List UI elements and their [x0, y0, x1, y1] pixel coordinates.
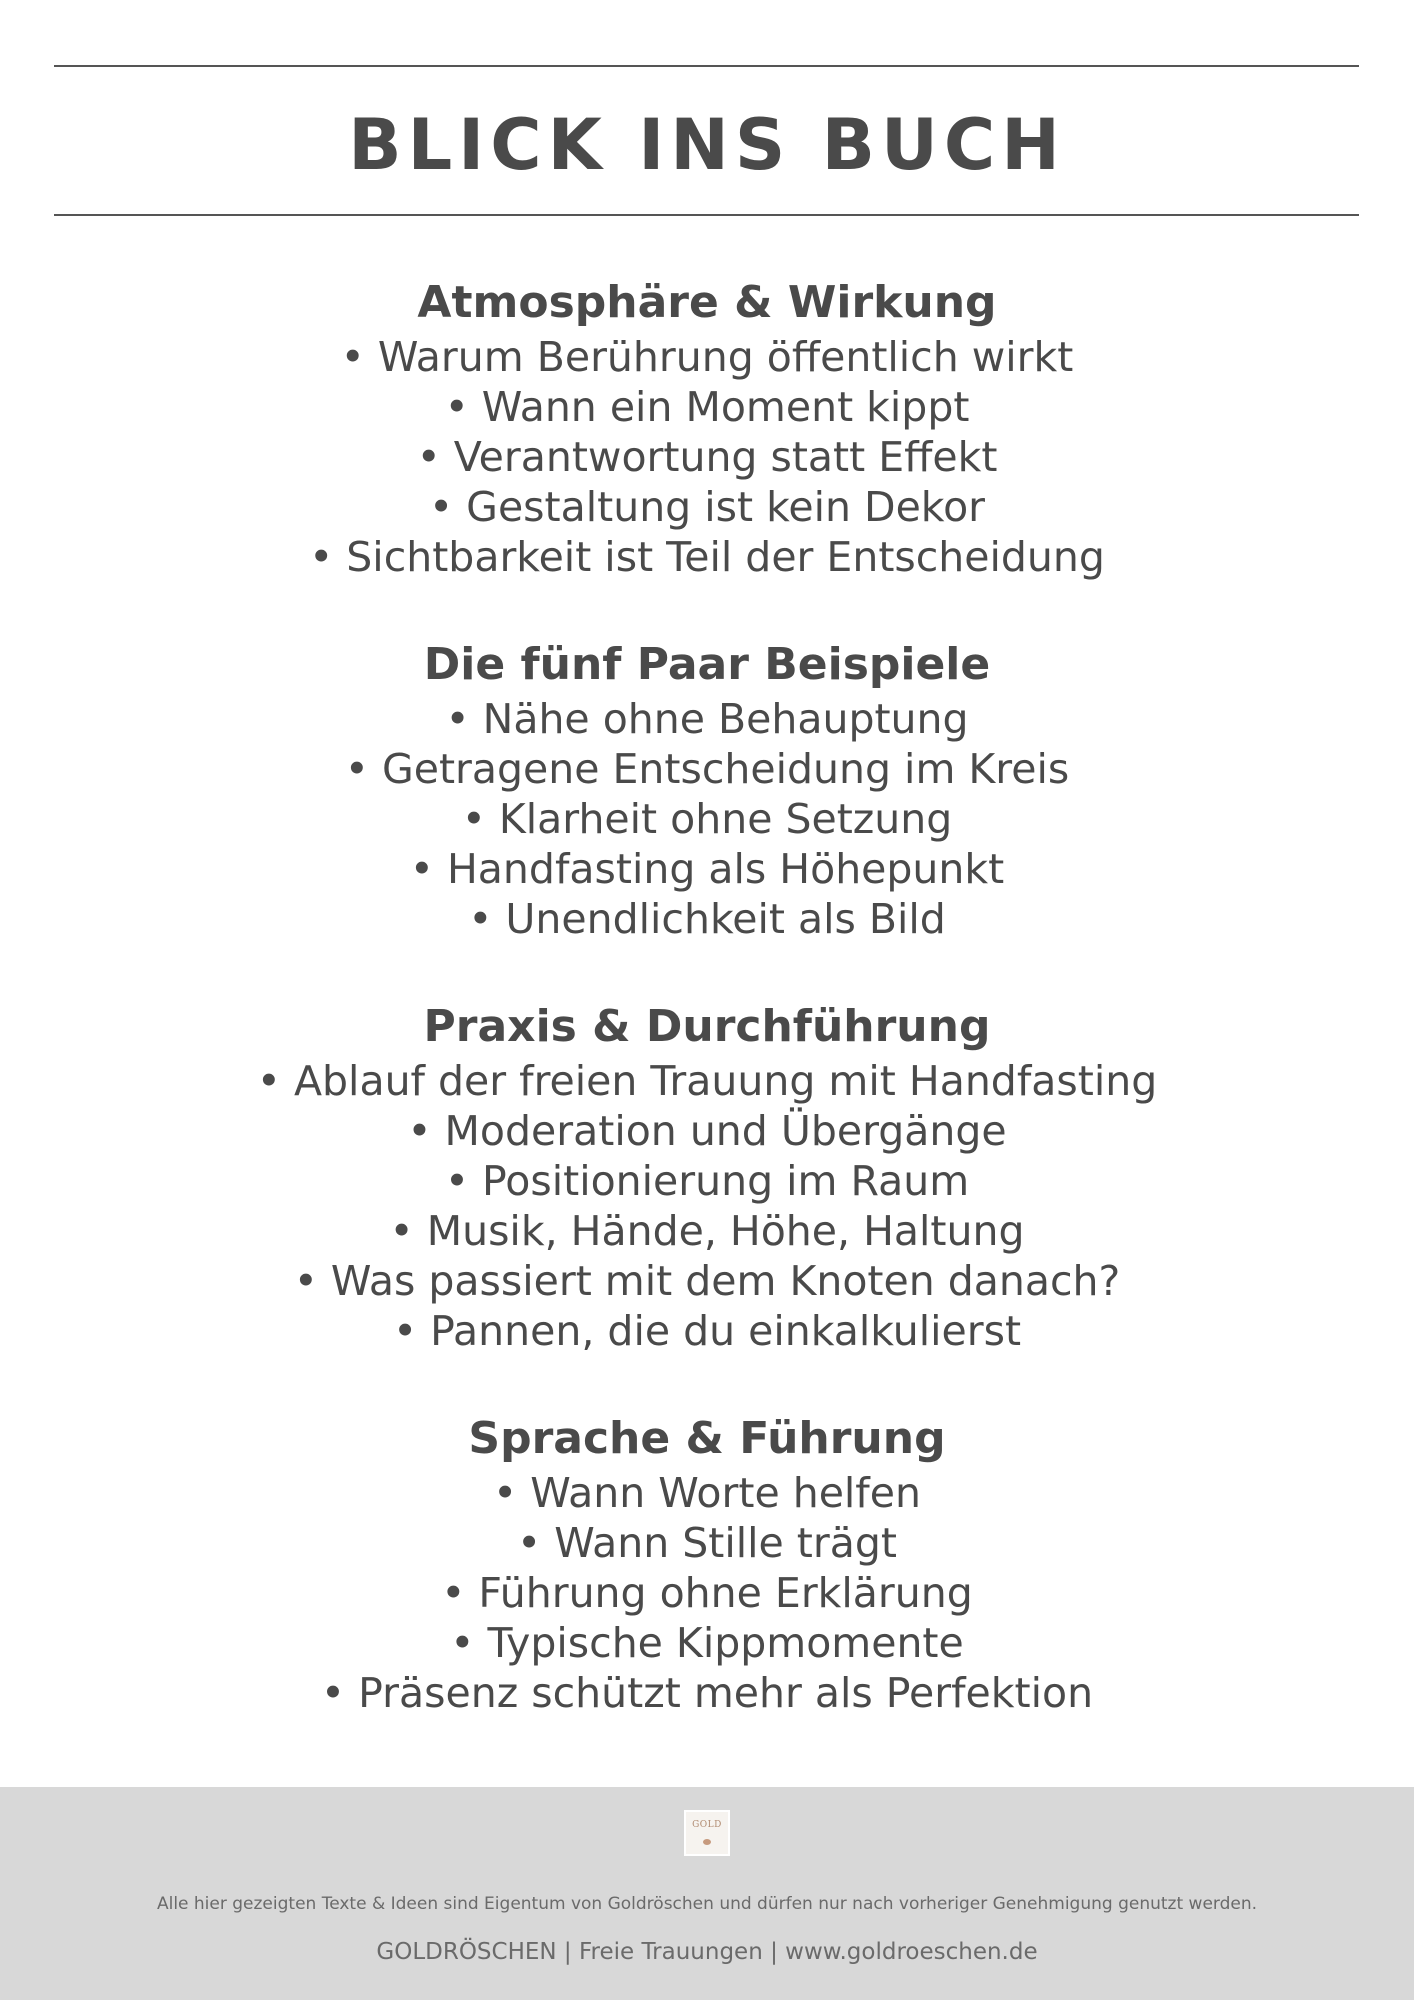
- table-of-contents: [0, 274, 1414, 1772]
- list-item: • Musik, Hände, Höhe, Haltung: [389, 1207, 1025, 1255]
- section-atmosphaere: [0, 274, 1414, 582]
- page-title: BLICK INS BUCH: [348, 104, 1066, 186]
- list-item: • Verantwortung statt Effekt: [416, 433, 998, 481]
- list-item: • Unendlichkeit als Bild: [468, 895, 946, 943]
- list-item: • Pannen, die du einkalkulierst: [392, 1307, 1022, 1355]
- list-item: • Gestaltung ist kein Dekor: [428, 483, 986, 531]
- footer: [0, 1787, 1414, 2000]
- title-divider: [54, 214, 1359, 216]
- footer-brand-line: GOLDRÖSCHEN | Freie Trauungen | www.goldroeschen.de: [376, 1939, 1038, 1965]
- section-heading: Die fünf Paar Beispiele: [423, 639, 991, 690]
- logo-wordmark: GOLD: [692, 1820, 722, 1830]
- list-item: • Ablauf der freien Trauung mit Handfasting: [256, 1057, 1158, 1105]
- list-item: • Positionierung im Raum: [444, 1157, 970, 1205]
- section-sprache: [0, 1410, 1414, 1718]
- list-item: • Sichtbarkeit ist Teil der Entscheidung: [309, 533, 1105, 581]
- rose-icon: [702, 1838, 712, 1846]
- section-beispiele: [0, 636, 1414, 944]
- list-item: • Warum Berührung öffentlich wirkt: [340, 333, 1074, 381]
- list-item: • Führung ohne Erklärung: [441, 1569, 973, 1617]
- section-heading: Atmosphäre & Wirkung: [417, 277, 997, 328]
- list-item: • Wann Stille trägt: [517, 1519, 897, 1567]
- top-divider: [54, 65, 1359, 67]
- copyright-disclaimer: Alle hier gezeigten Texte & Ideen sind Eigentum von Goldröschen und dürfen nur nach vorheriger Genehmigung genutzt werden.: [156, 1894, 1258, 1914]
- list-item: • Wann ein Moment kippt: [444, 383, 970, 431]
- list-item: • Getragene Entscheidung im Kreis: [344, 745, 1070, 793]
- goldroeschen-logo: [684, 1810, 730, 1856]
- list-item: • Wann Worte helfen: [493, 1469, 921, 1517]
- list-item: • Was passiert mit dem Knoten danach?: [293, 1257, 1121, 1305]
- section-heading: Praxis & Durchführung: [423, 1001, 991, 1052]
- section-praxis: [0, 998, 1414, 1356]
- section-heading: Sprache & Führung: [468, 1413, 946, 1464]
- list-item: • Klarheit ohne Setzung: [461, 795, 953, 843]
- list-item: • Präsenz schützt mehr als Perfektion: [320, 1669, 1094, 1717]
- list-item: • Typische Kippmomente: [450, 1619, 964, 1667]
- list-item: • Nähe ohne Behauptung: [445, 695, 969, 743]
- list-item: • Moderation und Übergänge: [407, 1107, 1007, 1155]
- list-item: • Handfasting als Höhepunkt: [409, 845, 1005, 893]
